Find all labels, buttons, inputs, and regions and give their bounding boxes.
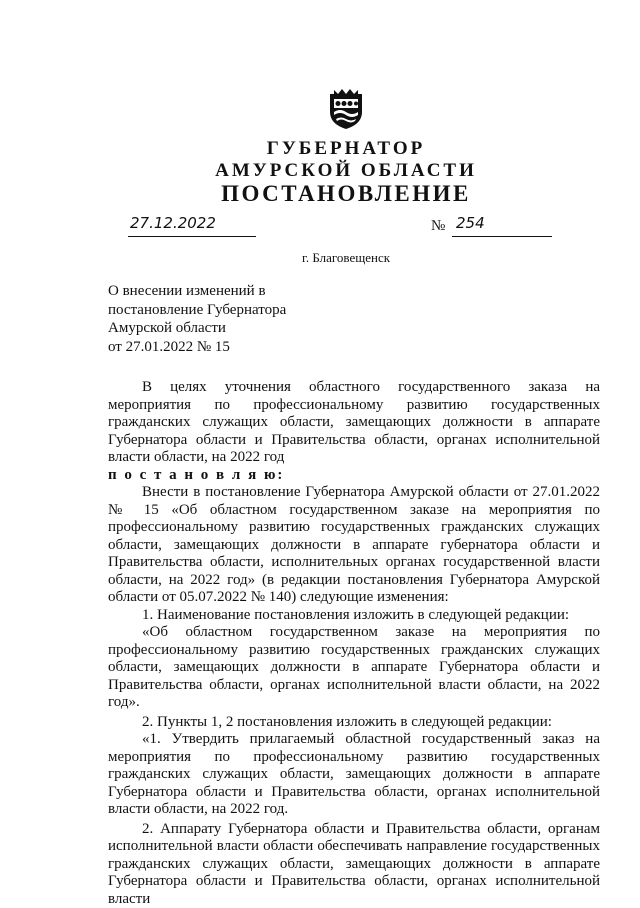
header-region: АМУРСКОЙ ОБЛАСТИ	[0, 160, 640, 182]
subject-line: от 27.01.2022 № 15	[108, 338, 286, 357]
document-type: ПОСТАНОВЛЕНИЕ	[0, 181, 640, 207]
decree-word: п о с т а н о в л я ю:	[108, 467, 600, 485]
number-field	[452, 218, 552, 237]
body-paragraph: 1. Наименование постановления изложить в следующей редакции:	[108, 607, 600, 625]
subject-line: постановление Губернатора	[108, 301, 286, 320]
date-field	[128, 218, 256, 237]
header-title: ГУБЕРНАТОР	[0, 138, 640, 160]
document-body	[108, 379, 600, 908]
body-paragraph: «1. Утвердить прилагаемый областной государственный заказ на мероприятия по профессиональному развитию государственных гражданских служащих области, замещающих должности в аппарате Губернатора области и Правительства области, органах исполнительной власти области, на 2022 год.	[108, 731, 600, 819]
subject-block	[108, 282, 286, 356]
body-paragraph: 2. Аппарату Губернатора области и Правительства области, органам исполнительной власти области обеспечивать направление государственных гражданских служащих области, замещающих должности в аппарате Губернатора области и Правительства области, органах исполнительной власти	[108, 821, 600, 908]
number-value: 254	[456, 214, 485, 232]
body-paragraph: Внести в постановление Губернатора Амурской области от 27.01.2022 № 15 «Об областном государственном заказе на мероприятия по профессиональному развитию государственных гражданских служащих области, замещающих должности в аппарате губернатора области и Правительства области, исполнительных органах государственной власти области, на 2022 год» (в редакции постановления Губернатора Амурской области от 05.07.2022 № 140) следующие изменения:	[108, 484, 600, 607]
body-paragraph: 2. Пункты 1, 2 постановления изложить в следующей редакции:	[108, 714, 600, 732]
body-paragraph: «Об областном государственном заказе на мероприятия по профессиональному развитию государственных гражданских служащих области, замещающих должности в аппарате Губернатора области и Правительства области, органах исполнительной власти области, на 2022 год».	[108, 624, 600, 712]
subject-line: О внесении изменений в	[108, 282, 286, 301]
subject-line: Амурской области	[108, 319, 286, 338]
date-value: 27.12.2022	[130, 214, 216, 232]
amur-region-coat-of-arms-icon	[326, 86, 366, 130]
preamble-paragraph: В целях уточнения областного государственного заказа на мероприятия по профессиональному развитию государственных гражданских служащих области, замещающих должности в аппарате Губернатора области и Правительства области, органах исполнительной власти области, на 2022 год	[108, 379, 600, 467]
city: г. Благовещенск	[0, 250, 640, 266]
number-label: №	[431, 218, 445, 235]
